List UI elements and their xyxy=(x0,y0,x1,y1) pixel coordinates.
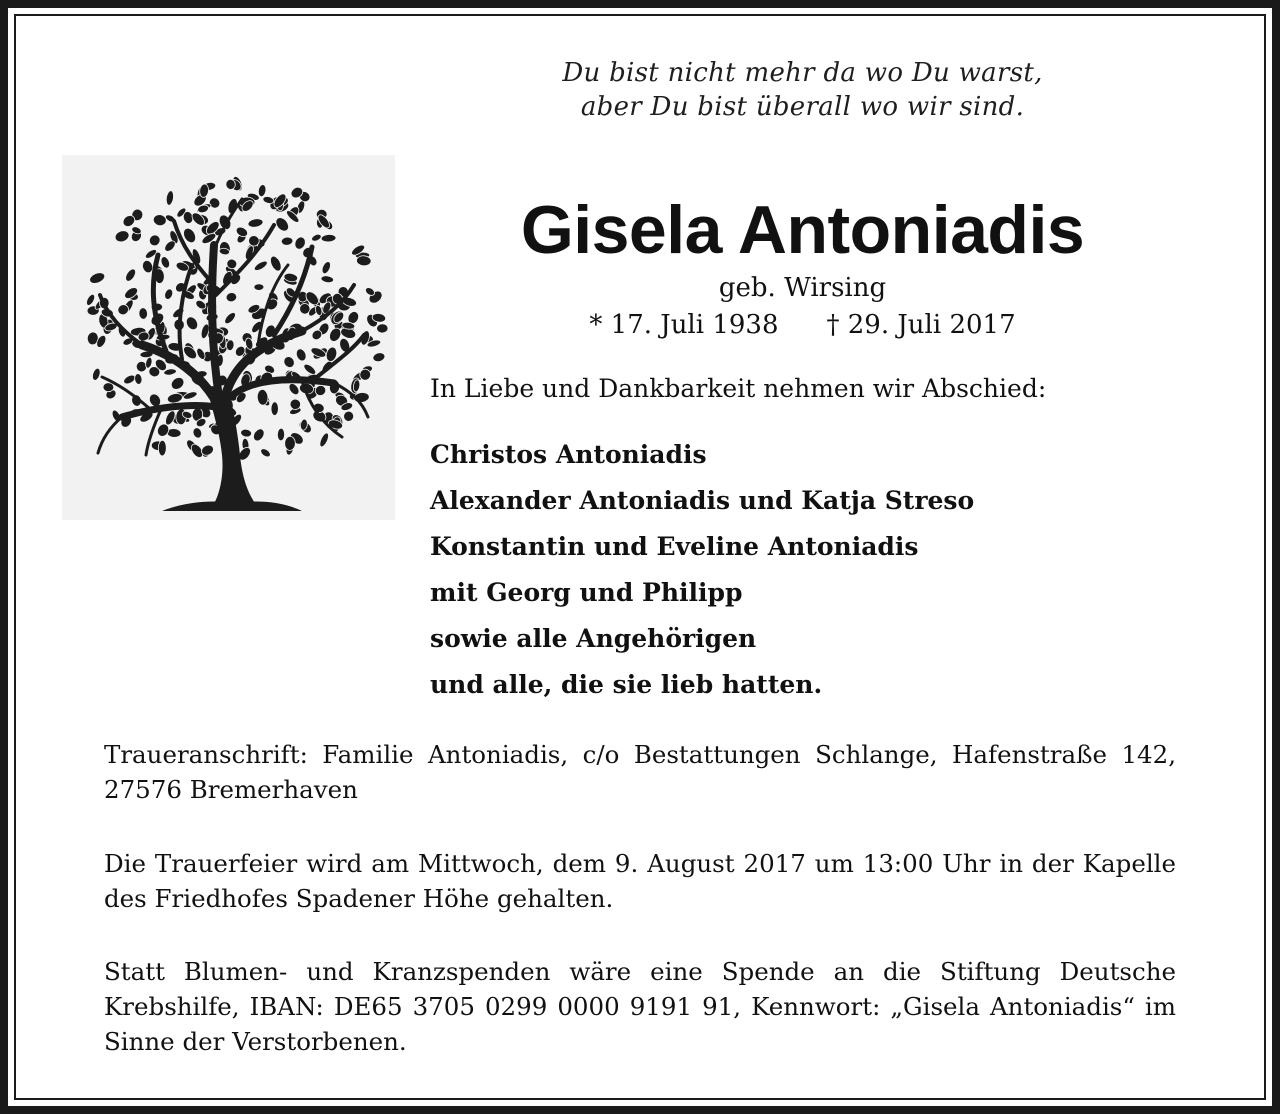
leaf-mark xyxy=(134,373,143,385)
leaf-mark xyxy=(114,229,131,244)
leaf-mark xyxy=(152,213,167,226)
leaf-mark xyxy=(199,184,209,198)
leaf-mark xyxy=(281,237,293,246)
mourner-line: und alle, die sie lieb hatten. xyxy=(430,670,823,699)
leaf-mark xyxy=(136,361,147,372)
leaf-mark xyxy=(165,190,174,206)
farewell-line: In Liebe und Dankbarkeit nehmen wir Abschied: xyxy=(430,374,1047,403)
leaf-mark xyxy=(247,218,263,229)
leaf-mark xyxy=(192,426,204,439)
mourner-line: Alexander Antoniadis und Katja Streso xyxy=(430,486,975,515)
leaf-mark xyxy=(85,293,97,307)
leaf-mark xyxy=(314,305,323,317)
leaf-mark xyxy=(234,225,249,238)
leaf-mark xyxy=(184,315,200,332)
leaf-mark xyxy=(321,234,336,242)
leaf-mark xyxy=(273,215,291,233)
quote-line-1: Du bist nicht mehr da wo Du warst, xyxy=(562,58,1043,88)
leaf-mark xyxy=(295,347,308,362)
mourner-line: sowie alle Angehörigen xyxy=(430,624,757,653)
life-dates xyxy=(430,308,1175,342)
death-date: † 29. Juli 2017 xyxy=(826,310,1016,340)
leaf-mark xyxy=(257,389,269,406)
leaf-mark xyxy=(103,383,114,392)
leaf-mark xyxy=(225,292,237,303)
leaf-mark xyxy=(169,375,186,392)
leaf-mark xyxy=(342,409,356,423)
quote-line-2: aber Du bist überall wo wir sind. xyxy=(580,92,1025,122)
mourner-line: Konstantin und Eveline Antoniadis xyxy=(430,532,919,561)
leaf-mark xyxy=(163,288,174,301)
donation-info: Statt Blumen- und Kranzspenden wäre eine Spende an die Stiftung Deutsche Krebshilfe, IBAN: DE65 3705 0299 0000 9191 91, Kennwort: „Gisela Antoniadis“ im Sinne der Verstorbenen. xyxy=(104,957,1176,1056)
memorial-quote xyxy=(430,56,1175,124)
leaf-mark xyxy=(257,184,267,197)
leaf-mark xyxy=(223,311,238,326)
leaf-mark xyxy=(285,436,296,450)
leaf-mark xyxy=(139,307,148,319)
leaf-mark xyxy=(147,233,162,248)
mourner-line: Christos Antoniadis xyxy=(430,440,707,469)
deceased-name: Gisela Antoniadis xyxy=(520,192,1085,268)
ceremony-info: Die Trauerfeier wird am Mittwoch, dem 9. August 2017 um 13:00 Uhr in der Kapelle des Friedhofes Spadener Höhe gehalten. xyxy=(104,849,1176,913)
leaf-mark xyxy=(318,432,330,448)
leaf-mark xyxy=(259,447,272,459)
leaf-mark xyxy=(376,324,388,334)
leaf-mark xyxy=(320,260,332,275)
leaf-mark xyxy=(282,355,297,370)
mourning-address: Traueranschrift: Familie Antoniadis, c/o Bestattungen Schlange, Hafenstraße 142, 27576 Bremerhaven xyxy=(104,740,1176,804)
leaf-mark xyxy=(158,440,166,456)
leaf-mark xyxy=(268,254,283,272)
leaf-mark xyxy=(91,367,102,381)
leaf-mark xyxy=(254,284,264,291)
leaf-mark xyxy=(124,267,138,283)
leaf-mark xyxy=(356,255,371,266)
leaf-mark xyxy=(277,428,284,441)
tree-icon xyxy=(62,155,395,520)
leaf-mark xyxy=(240,429,252,438)
mourner-line: mit Georg und Philipp xyxy=(430,578,743,607)
leaf-mark xyxy=(253,259,269,272)
mourners-list xyxy=(430,437,974,713)
birth-date: * 17. Juli 1938 xyxy=(589,310,779,340)
leaf-mark xyxy=(88,271,106,286)
leaf-mark xyxy=(262,195,274,204)
leaf-mark xyxy=(320,275,334,284)
maiden-name: geb. Wirsing xyxy=(718,273,887,303)
leaf-mark xyxy=(251,427,266,443)
leaf-mark xyxy=(311,233,323,243)
leaf-mark xyxy=(372,351,386,362)
leaf-mark xyxy=(271,402,279,416)
leaf-mark xyxy=(287,382,301,397)
